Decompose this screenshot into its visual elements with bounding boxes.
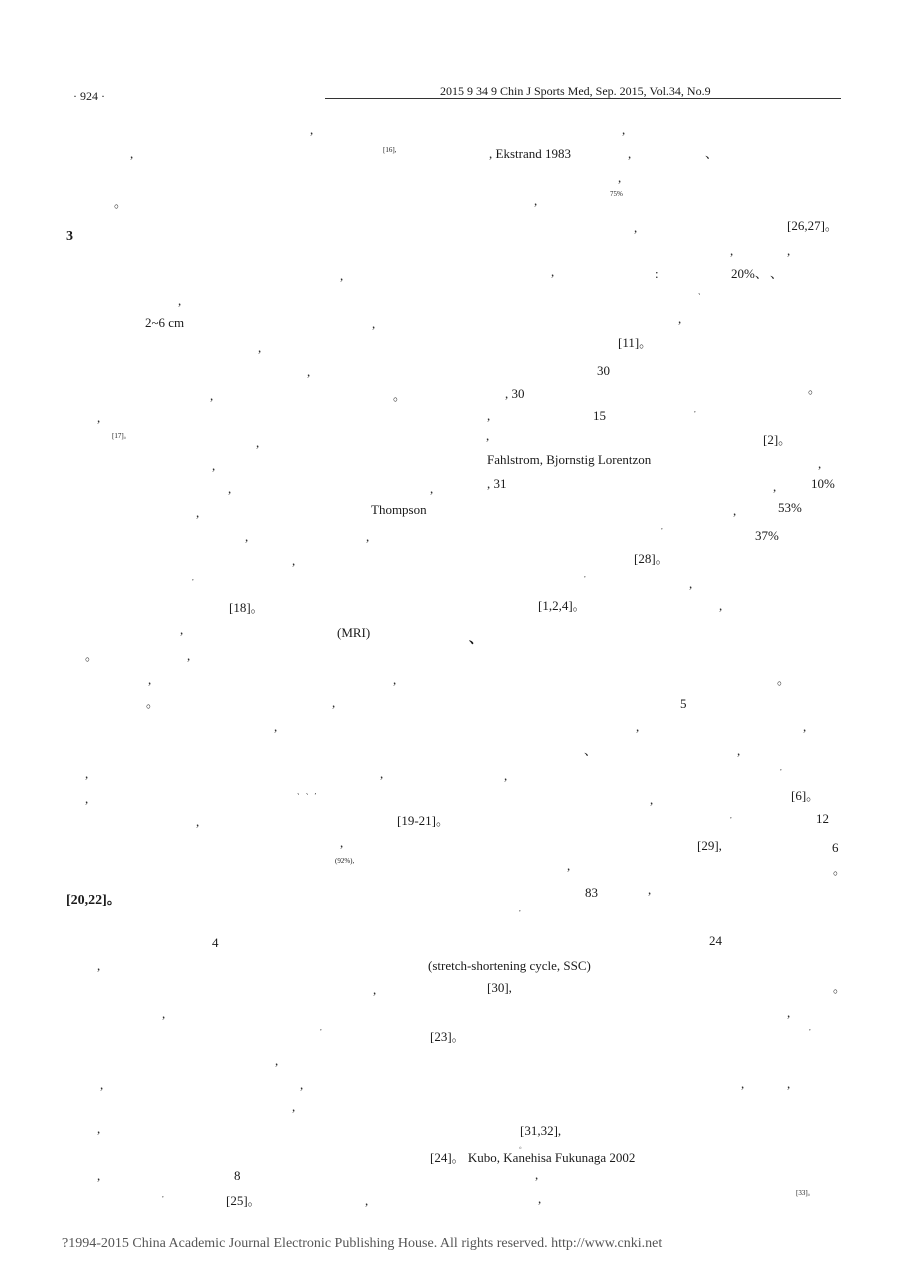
- text-fragment: 。: [777, 672, 791, 687]
- text-fragment: [26,27]。: [787, 218, 838, 233]
- text-fragment: ,: [689, 576, 693, 591]
- citation: ,: [809, 1024, 811, 1032]
- text-fragment: ,: [741, 1076, 745, 1091]
- text-fragment: ,: [292, 1099, 296, 1114]
- text-fragment: 20%、: [731, 266, 768, 281]
- text-fragment: ,: [187, 648, 191, 663]
- text-fragment: ,: [212, 458, 216, 473]
- text-fragment: ,: [733, 503, 737, 518]
- citation: [33]。: [796, 1189, 815, 1197]
- text-fragment: ,: [648, 882, 652, 897]
- text-fragment: ,: [178, 293, 182, 308]
- text-fragment: ,: [618, 170, 622, 185]
- text-fragment: ,: [258, 340, 262, 355]
- text-fragment: ,: [622, 122, 626, 137]
- text-fragment: 4: [212, 935, 219, 950]
- journal-running-header: 2015 9 34 9 Chin J Sports Med, Sep. 2015, Vol.34, No.9: [440, 84, 711, 98]
- text-fragment: [18]。: [229, 600, 264, 615]
- text-fragment: ,: [634, 220, 638, 235]
- text-fragment: ,: [372, 316, 376, 331]
- citation: ,: [192, 574, 194, 582]
- text-fragment: ,: [274, 719, 278, 734]
- text-fragment: ,: [245, 529, 249, 544]
- section-heading: 、: [469, 632, 483, 647]
- text-fragment: ,: [636, 719, 640, 734]
- text-fragment: ,: [486, 428, 490, 443]
- text-fragment: 。: [393, 388, 407, 403]
- text-fragment: 。: [146, 695, 160, 710]
- text-fragment: 12: [816, 811, 829, 826]
- text-fragment: 6: [832, 840, 839, 855]
- text-fragment: ,: [210, 388, 214, 403]
- citation: 、: [698, 288, 705, 296]
- text-fragment: [24]。 Kubo, Kanehisa Fukunaga 2002: [430, 1150, 636, 1165]
- text-fragment: ,: [730, 243, 734, 258]
- text-fragment: [23]。: [430, 1029, 465, 1044]
- text-fragment: 、: [584, 743, 598, 758]
- text-fragment: (MRI): [337, 625, 371, 640]
- text-fragment: ,: [430, 481, 434, 496]
- text-fragment: , Ekstrand 1983: [489, 146, 571, 161]
- text-fragment: 53%: [778, 500, 802, 515]
- text-fragment: ,: [256, 435, 260, 450]
- text-fragment: ,: [292, 553, 296, 568]
- text-fragment: ,: [380, 766, 384, 781]
- citation: 。: [519, 1142, 526, 1150]
- citation: 75%: [610, 190, 623, 198]
- text-fragment: 2~6 cm: [145, 315, 185, 330]
- text-fragment: ,: [228, 481, 232, 496]
- text-fragment: ,: [130, 146, 134, 161]
- text-fragment: Fahlstrom, Bjornstig Lorentzon: [487, 452, 652, 467]
- text-fragment: ,: [300, 1077, 304, 1092]
- text-fragment: ,: [373, 982, 377, 997]
- text-fragment: [6]。: [791, 788, 820, 803]
- text-fragment: 30: [597, 363, 610, 378]
- citation: ,: [162, 1191, 164, 1199]
- citation: ,: [584, 571, 586, 579]
- text-fragment: [30],: [487, 980, 512, 995]
- text-fragment: ,: [97, 1168, 101, 1183]
- text-fragment: ,: [787, 243, 791, 258]
- text-fragment: [2]。: [763, 432, 792, 447]
- text-fragment: ,: [538, 1191, 542, 1206]
- text-fragment: ,: [85, 766, 89, 781]
- text-fragment: ,: [196, 814, 200, 829]
- text-fragment: [11]。: [618, 335, 653, 350]
- text-fragment: ,: [650, 792, 654, 807]
- text-fragment: [19-21]。: [397, 813, 449, 828]
- citation: [16],: [383, 146, 397, 154]
- text-fragment: ,: [196, 505, 200, 520]
- citation: [17]。: [112, 432, 131, 440]
- text-fragment: ,: [366, 529, 370, 544]
- text-fragment: ,: [97, 410, 101, 425]
- text-fragment: ,: [719, 598, 723, 613]
- text-fragment: ,: [535, 1167, 539, 1182]
- text-fragment: 83: [585, 885, 598, 900]
- text-fragment: Thompson: [371, 502, 427, 517]
- text-fragment: ,: [504, 768, 508, 783]
- text-fragment: [31,32],: [520, 1123, 562, 1138]
- text-fragment: [25]。: [226, 1193, 261, 1208]
- text-fragment: 24: [709, 933, 722, 948]
- text-fragment: 10%: [811, 476, 835, 491]
- text-fragment: ,: [180, 622, 184, 637]
- text-fragment: ,: [307, 364, 311, 379]
- text-fragment: ,: [803, 719, 807, 734]
- text-fragment: ,: [567, 858, 571, 873]
- citation: ,: [661, 523, 663, 531]
- text-fragment: ,: [100, 1077, 104, 1092]
- text-fragment: ,: [737, 743, 741, 758]
- copyright-footer: ?1994-2015 China Academic Journal Electronic Publishing House. All rights reserved. http://www.cnki.net: [62, 1236, 663, 1251]
- citation: ,: [519, 905, 521, 913]
- text-fragment: 、: [705, 146, 719, 161]
- text-fragment: ,: [275, 1053, 279, 1068]
- text-fragment: ,: [162, 1006, 166, 1021]
- text-fragment: , 31: [487, 476, 507, 491]
- text-fragment: 37%: [755, 528, 779, 543]
- page-number: · 924 ·: [73, 89, 105, 103]
- text-fragment: ,: [534, 193, 538, 208]
- text-fragment: ,: [551, 264, 555, 279]
- text-fragment: 。: [833, 980, 847, 995]
- text-fragment: ,: [332, 695, 336, 710]
- text-fragment: ,: [787, 1005, 791, 1020]
- text-fragment: 8: [234, 1168, 241, 1183]
- text-fragment: ,: [393, 672, 397, 687]
- text-fragment: ,: [628, 146, 632, 161]
- text-fragment: ,: [787, 1076, 791, 1091]
- citation: 、 、 ,: [297, 788, 317, 796]
- text-fragment: (stretch-shortening cycle, SSC): [428, 958, 591, 973]
- text-fragment: ,: [310, 122, 314, 137]
- text-fragment: 。: [114, 195, 128, 210]
- text-fragment: ,: [97, 958, 101, 973]
- text-fragment: ,: [85, 791, 89, 806]
- text-fragment: 。: [85, 648, 99, 663]
- text-fragment: 。: [808, 381, 822, 396]
- text-fragment: ,: [487, 408, 491, 423]
- section-heading: [20,22]。: [66, 893, 121, 908]
- text-fragment: ,: [148, 672, 152, 687]
- header-rule: [325, 98, 841, 99]
- text-fragment: 15: [593, 408, 606, 423]
- citation: ,: [730, 812, 732, 820]
- citation: ,: [780, 764, 782, 772]
- text-fragment: ,: [818, 456, 822, 471]
- text-fragment: ,: [340, 268, 344, 283]
- citation: (92%),: [335, 857, 355, 865]
- text-fragment: ,: [365, 1193, 369, 1208]
- text-fragment: ,: [678, 311, 682, 326]
- text-fragment: :: [655, 266, 659, 281]
- text-fragment: 5: [680, 696, 687, 711]
- text-fragment: ,: [340, 835, 344, 850]
- text-fragment: [28]。: [634, 551, 669, 566]
- text-fragment: ,: [97, 1121, 101, 1136]
- text-fragment: 、: [770, 266, 784, 281]
- text-fragment: [1,2,4]。: [538, 598, 586, 613]
- text-fragment: 。: [833, 862, 847, 877]
- text-fragment: ,: [773, 479, 777, 494]
- citation: ,: [320, 1024, 322, 1032]
- section-heading: 3: [66, 229, 73, 244]
- citation: ,: [694, 406, 696, 414]
- text-fragment: , 30: [505, 386, 525, 401]
- text-fragment: [29],: [697, 838, 722, 853]
